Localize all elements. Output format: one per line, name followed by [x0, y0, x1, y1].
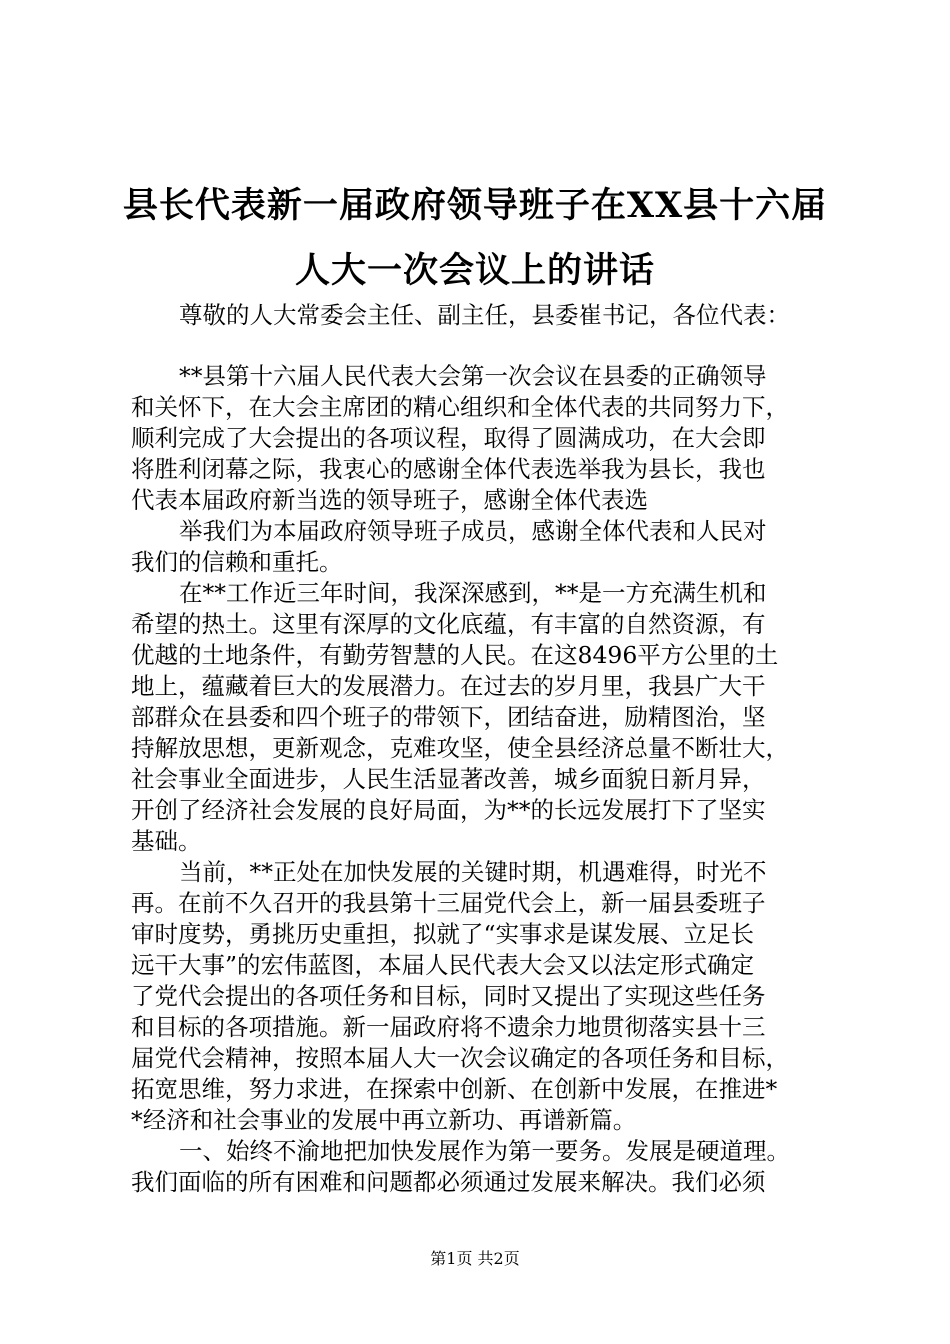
body-line: 举我们为本届政府领导班子成员，感谢全体代表和人民对	[179, 517, 767, 545]
body-line: 了党代会提出的各项任务和目标，同时又提出了实现这些任务	[131, 982, 766, 1010]
body-line: 部群众在县委和四个班子的带领下，团结奋进，励精图治，坚	[131, 703, 766, 731]
body-line: 远干大事”的宏伟蓝图，本届人民代表大会又以法定形式确定	[131, 951, 755, 979]
body-line: 将胜利闭幕之际，我衷心的感谢全体代表选举我为县长，我也	[131, 455, 766, 483]
body-line: 持解放思想，更新观念，克难攻坚，使全县经济总量不断壮大，	[131, 734, 789, 762]
body-line: 和关怀下，在大会主席团的精心组织和全体代表的共同努力下，	[131, 393, 789, 421]
page-footer: 第1页 共2页	[430, 1249, 520, 1268]
document-title-line-1: 县长代表新一届政府领导班子在XX县十六届	[122, 185, 828, 226]
body-line: 开创了经济社会发展的良好局面，为**的长远发展打下了坚实	[131, 796, 766, 824]
body-line: 当前，**正处在加快发展的关键时期，机遇难得，时光不	[179, 858, 767, 886]
body-line: 我们面临的所有困难和问题都必须通过发展来解决。我们必须	[131, 1168, 766, 1196]
body-line: 社会事业全面进步，人民生活显著改善，城乡面貌日新月异，	[131, 765, 766, 793]
body-line: 审时度势，勇挑历史重担，拟就了“实事求是谋发展、立足长	[131, 920, 755, 948]
body-line: 一、始终不渝地把加快发展作为第一要务。发展是硬道理。	[179, 1137, 790, 1165]
body-line: 和目标的各项措施。新一届政府将不遗余力地贯彻落实县十三	[131, 1013, 766, 1041]
body-line: 基础。	[131, 827, 202, 855]
body-line: 代表本届政府新当选的领导班子，感谢全体代表选	[131, 486, 648, 514]
body-line: 拓宽思维，努力求进，在探索中创新、在创新中发展，在推进*	[131, 1075, 778, 1103]
body-line: 在**工作近三年时间，我深深感到，**是一方充满生机和	[179, 579, 767, 607]
body-line: 届党代会精神，按照本届人大一次会议确定的各项任务和目标，	[131, 1044, 789, 1072]
body-line: 顺利完成了大会提出的各项议程，取得了圆满成功，在大会即	[131, 424, 766, 452]
salutation: 尊敬的人大常委会主任、副主任，县委崔书记，各位代表：	[179, 301, 790, 329]
body-line: 我们的信赖和重托。	[131, 548, 343, 576]
body-line: *经济和社会事业的发展中再立新功、再谱新篇。	[131, 1106, 637, 1134]
body-line: 再。在前不久召开的我县第十三届党代会上，新一届县委班子	[131, 889, 766, 917]
body-line: 优越的土地条件，有勤劳智慧的人民。在这8496平方公里的土	[131, 641, 779, 669]
body-line: **县第十六届人民代表大会第一次会议在县委的正确领导	[179, 362, 767, 390]
body-line: 希望的热土。这里有深厚的文化底蕴，有丰富的自然资源，有	[131, 610, 766, 638]
document-title-line-2: 人大一次会议上的讲话	[294, 250, 655, 291]
body-line: 地上，蕴藏着巨大的发展潜力。在过去的岁月里，我县广大干	[131, 672, 766, 700]
